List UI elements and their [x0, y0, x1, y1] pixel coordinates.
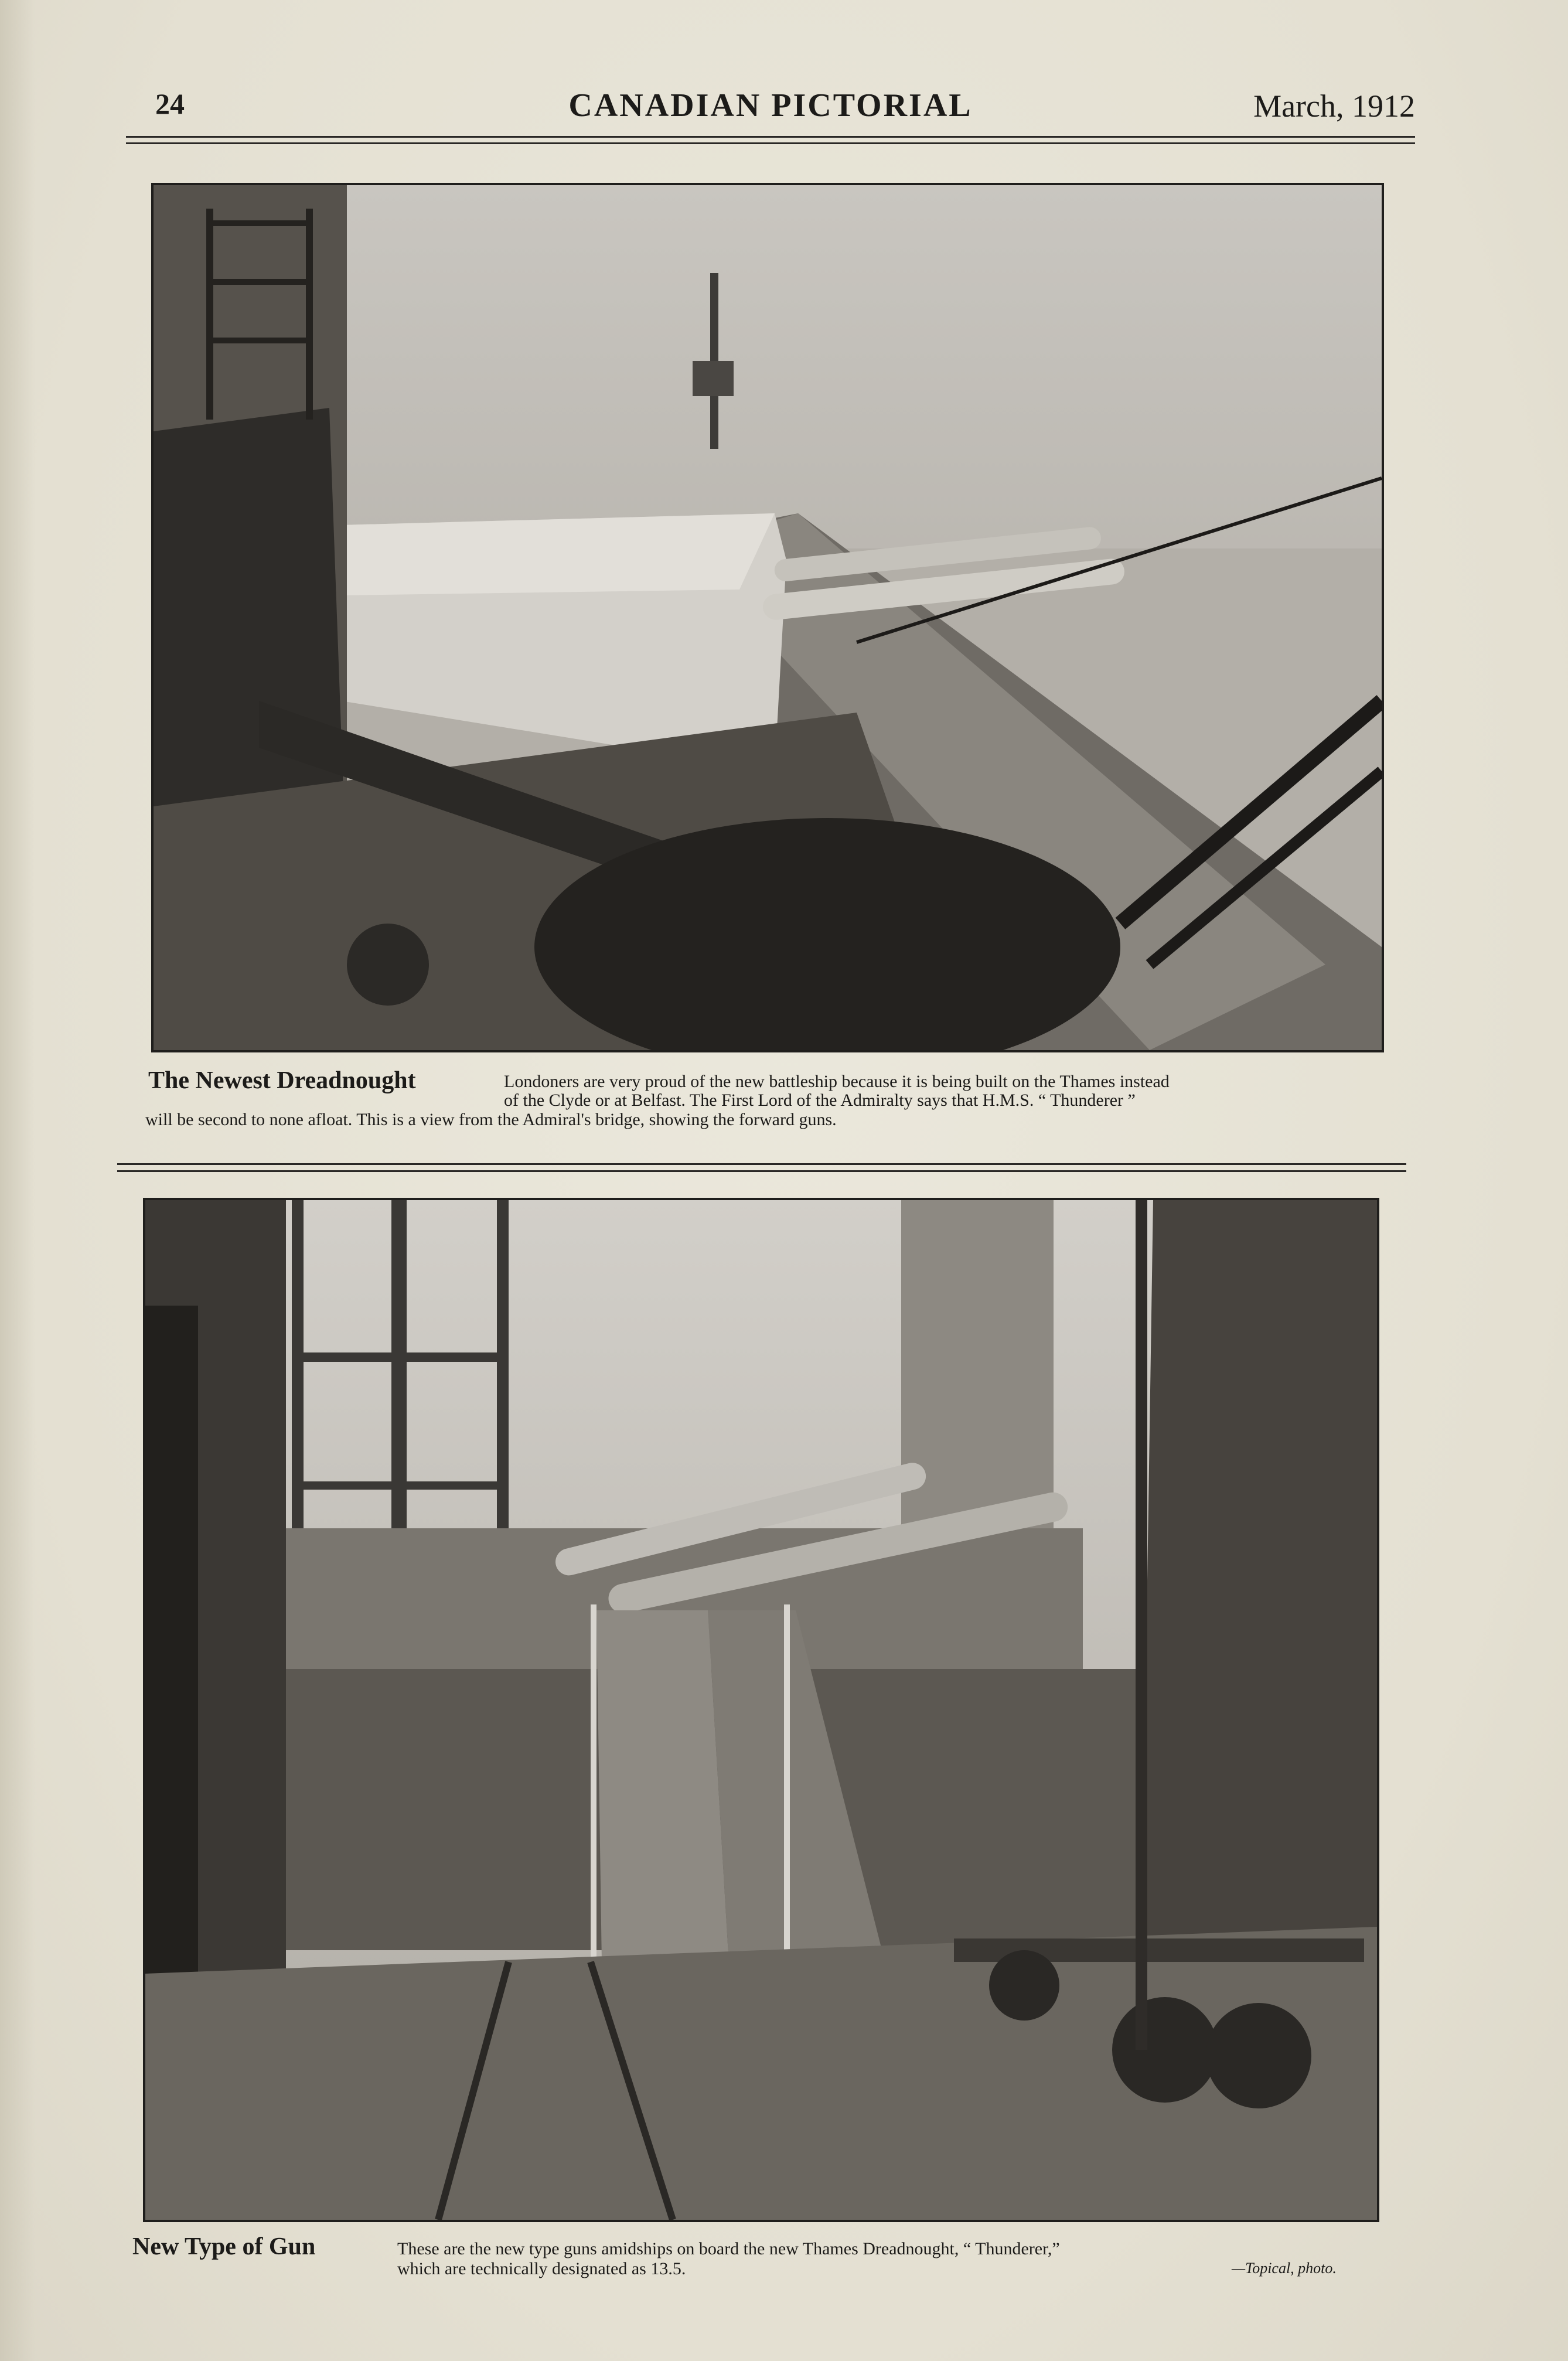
- guns-amidships-photo: [143, 1198, 1379, 2222]
- photo-credit: —Topical, photo.: [1232, 2260, 1337, 2277]
- article2-caption-line: These are the new type guns amidships on board the new Thames Dreadnought, “ Thunderer,”: [397, 2239, 1060, 2258]
- article1-title: The Newest Dreadnought: [148, 1067, 416, 1094]
- page-edge-shadow: [0, 0, 35, 2361]
- article1-caption-line: will be second to none afloat. This is a view from the Admiral's bridge, showing the forward guns.: [145, 1110, 837, 1129]
- dreadnought-bridge-photo: [151, 183, 1384, 1052]
- header-rule: [126, 142, 1415, 144]
- magazine-title: CANADIAN PICTORIAL: [568, 87, 973, 124]
- article1-caption-line: of the Clyde or at Belfast. The First Lord of the Admiralty says that H.M.S. “ Thunderer ”: [504, 1091, 1136, 1110]
- section-divider: [117, 1170, 1406, 1172]
- section-divider: [117, 1163, 1406, 1165]
- article1-caption-line: Londoners are very proud of the new battleship because it is being built on the Thames instead: [504, 1072, 1170, 1091]
- article2-title: New Type of Gun: [132, 2233, 316, 2260]
- header-rule: [126, 136, 1415, 138]
- page-header: [126, 82, 1415, 135]
- issue-date: March, 1912: [1253, 88, 1415, 124]
- page-number: 24: [155, 87, 185, 120]
- article2-caption-line: which are technically designated as 13.5.: [397, 2259, 686, 2278]
